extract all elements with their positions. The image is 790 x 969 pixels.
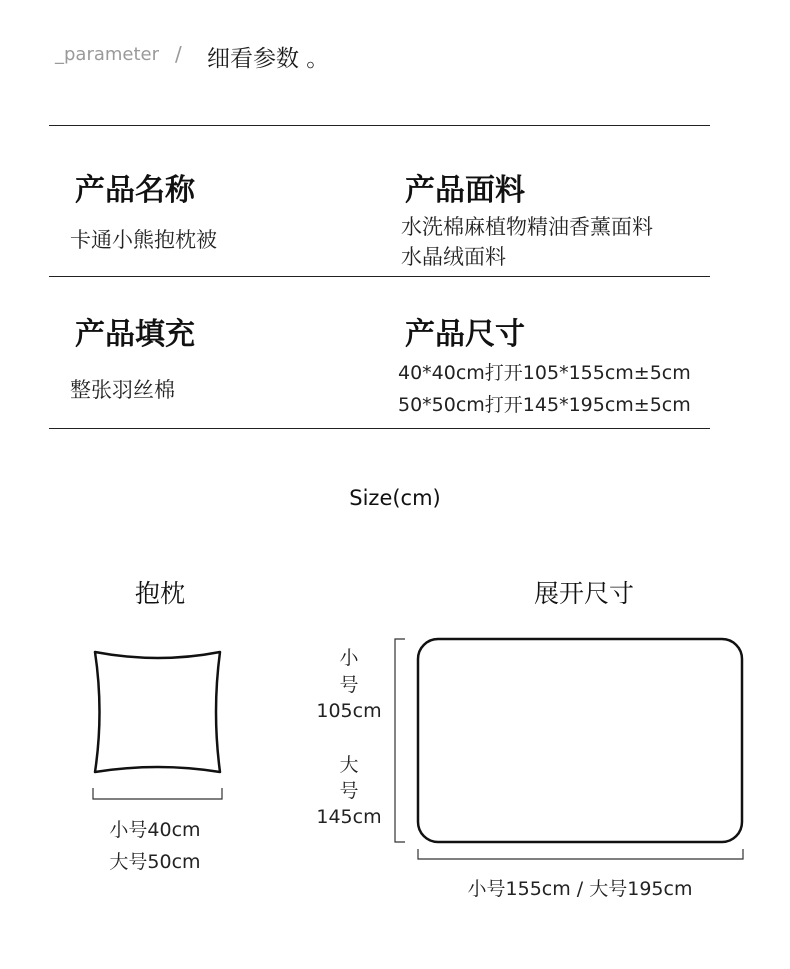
height-large-value: 145cm [316,806,382,828]
height-small-char-1: 小 [339,647,359,669]
blanket-outline-shape [418,639,742,842]
product-fabric-value-1: 水洗棉麻植物精油香薰面料 [401,215,653,239]
height-large-char-2: 号 [339,780,359,802]
blanket-height-bracket [395,639,405,842]
height-small-char-2: 号 [339,674,359,696]
product-size-value-1: 40*40cm打开105*155cm±5cm [398,362,691,384]
pillow-size-small: 小号40cm [109,819,201,841]
product-fabric-label: 产品面料 [405,173,525,208]
product-filling-value: 整张羽丝棉 [70,378,175,402]
pillow-size-large: 大号50cm [109,851,201,873]
product-name-value: 卡通小熊抱枕被 [70,228,217,252]
size-diagram-title: Size(cm) [349,486,441,510]
pillow-outline-shape [95,652,220,772]
product-name-label: 产品名称 [75,173,195,208]
product-filling-label: 产品填充 [75,317,195,352]
product-size-label: 产品尺寸 [405,317,525,352]
blanket-width-bracket [418,849,743,859]
product-fabric-value-2: 水晶绒面料 [401,245,506,269]
pillow-title: 抱枕 [135,579,186,608]
product-size-value-2: 50*50cm打开145*195cm±5cm [398,394,691,416]
header-separator: / [175,42,182,66]
unfolded-size-title: 展开尺寸 [534,579,635,608]
pillow-width-bracket [93,788,222,799]
header-english-label: _parameter [55,44,160,65]
blanket-width-label: 小号155cm / 大号195cm [467,878,693,900]
header-chinese-title: 细看参数 。 [207,46,330,72]
height-small-value: 105cm [316,700,382,722]
height-large-char-1: 大 [339,754,359,776]
